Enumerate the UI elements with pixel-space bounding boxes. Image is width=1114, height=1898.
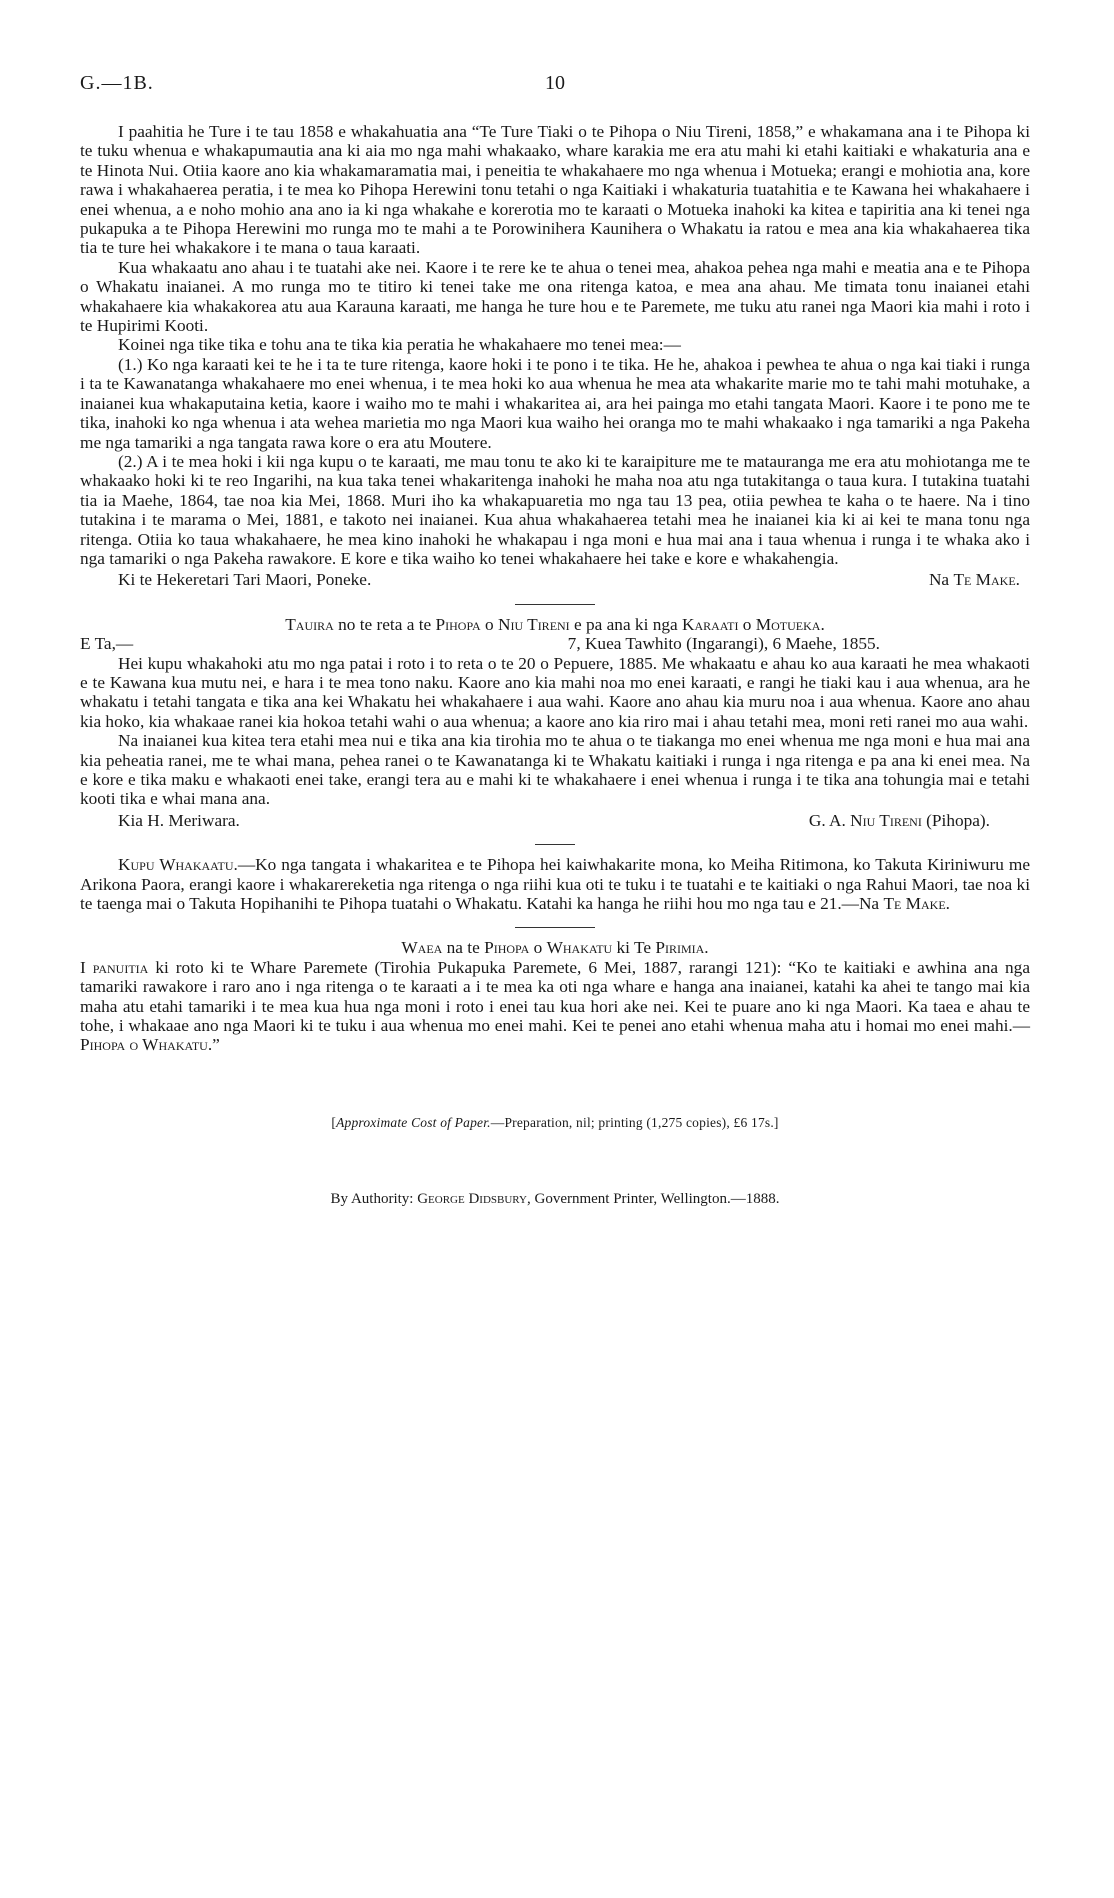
document-reference: G.—1B. — [80, 72, 154, 94]
paragraph: (1.) Ko nga karaati kei te he i ta te ture ritenga, kaore hoki i te pono i te tika. He he, ahakoa i pewhea te ahua o nga kai tiaki i runga i ta te Kawanatanga whakahaere mo enei whenua, i te mea hoki ko aua whenua he mea ata whakarite marie mo te tahi mahi motuhake, a inaianei kua whakaputaina ketia, kaore i waiho mo te mahi i whakaritea ai, ara hei painga mo etahi tangata Maori. Kaore i te pono me te tika, inahoki ko nga whenua i ata wehea marietia mo nga Maori kua waiho hei oranga mo te mahi whakaako i nga tamariki a nga Pakeha me nga tamariki a nga tangata rawa kore o era atu Moutere. — [80, 354, 1030, 452]
heading-part: Motueka — [755, 614, 821, 634]
heading-part: o — [480, 614, 498, 634]
heading-part: Pihopa — [484, 938, 530, 958]
section-divider — [515, 604, 595, 605]
heading-part: Whakatu — [546, 938, 613, 958]
signatory-name: Te Make. — [953, 570, 1020, 590]
section-divider — [535, 844, 575, 845]
signatory — [809, 811, 1030, 830]
close-quote: ” — [212, 1035, 220, 1055]
signatory-name: Niu Tireni — [850, 810, 922, 830]
telegram-text: ki roto ki te Whare Paremete (Tirohia Pukapuka Paremete, 6 Mei, 1887, rarangi 121): “Ko te kaitiaki e awhina ana nga tamariki rawakore i raro ano i nga ritenga o te karaati a i te mea ka oti nga whare e hanga ana inaianei, katahi ka ahei te tango mai kia maha atu etahi tamariki i te mea kua hua nga moni i roto i enei tau kua hori ake nei. Kei te puare ano ki nga Maori. Ka taea e ahau te tohe, i whakaae ano nga Maori ki te tuku i aua whenua mo enei mahi. Kei te penei ano etahi whenua maha atu i homai mo enei mahi.— — [80, 957, 1030, 1036]
page-header — [80, 72, 1030, 100]
addressee: Ki te Hekeretari Tari Maori, Poneke. — [118, 570, 372, 590]
signature-block — [80, 811, 1030, 830]
heading-part: Karaati — [681, 614, 739, 634]
heading-part: o — [738, 614, 756, 634]
heading-part: . — [704, 938, 709, 958]
heading-part: ki Te — [612, 938, 656, 958]
printer-imprint — [80, 1190, 1030, 1209]
cost-label: Approximate Cost of Paper. — [336, 1114, 491, 1130]
imprint-suffix: , Government Printer, Wellington.—1888. — [526, 1191, 780, 1208]
section-heading — [80, 615, 1030, 634]
telegram-signer: Pihopa o Whakatu. — [80, 1035, 213, 1055]
heading-part: Waea — [401, 938, 443, 958]
note-paragraph — [80, 855, 1030, 913]
salutation: E Ta,— — [80, 634, 134, 654]
note-label: Kupu Whakaatu. — [118, 855, 238, 875]
printer-name: George Didsbury — [417, 1191, 527, 1208]
letter-address: 7, Kuea Tawhito (Ingarangi), 6 Maehe, 1855. — [567, 634, 880, 654]
telegram-paragraph — [80, 958, 1030, 1055]
heading-part: Pihopa — [435, 614, 481, 634]
signatory — [929, 570, 1030, 589]
section-heading — [80, 938, 1030, 957]
signature-block — [80, 570, 1030, 589]
heading-part: e pa ana ki nga — [569, 614, 682, 634]
section-divider — [515, 927, 595, 928]
cost-note — [80, 1113, 1030, 1132]
heading-part: Niu Tireni — [497, 614, 570, 634]
heading-part: . — [820, 614, 825, 634]
page-number: 10 — [545, 72, 565, 94]
heading-part: Pirimia — [655, 938, 705, 958]
letter-header — [80, 634, 1030, 653]
heading-part: Tauira — [285, 614, 334, 634]
signatory-prefix: Na — [928, 570, 954, 590]
heading-part: o — [529, 938, 547, 958]
paragraph: Na inaianei kua kitea tera etahi mea nui e tika ana kia tirohia mo te ahua o te tiakanga mo enei whenua me nga moni e hua mai ana kia peheatia ranei, me te whai mana, pehea ranei o te Kawanatanga ki te Whakatu kaitiaki i runga i nga ritenga e pa ana ki enei mea. Na e kore e tika maku e whakaoti enei take, erangi tera au e mahi ki te whakahaere i enei whenua i runga i te tika ana tohungia mai e tetahi kooti tika e whai mana ana. — [80, 731, 1030, 809]
note-text: —Ko nga tangata i whakaritea e te Pihopa hei kaiwhakarite mona, ko Meiha Ritimona, ko Takuta Kiriniwuru me Arikona Paora, erangi kaore i whakarereketia nga ritenga o nga riihi kua oti te tuku i te tuatahi e te kaitiaki o nga Rahui Maori, tae noa ki te taenga mai o Takuta Hopihanihi te Pihopa tuatahi o Whakatu. Katahi ka hanga he riihi hou mo nga tau e 21.—Na — [80, 855, 1030, 914]
note-signer: Te Make. — [883, 894, 950, 914]
page-content — [80, 122, 1030, 1210]
paragraph: Hei kupu whakahoki atu mo nga patai i roto i to reta o te 20 o Pepuere, 1885. Me whakaatu e ahau ko aua karaati he mea whakaoti e te Kawana kua mutu nei, e hara i te mea tono naku. Kaore ano kia mahi noa mo enei karaati, e rangi he tiaki kau i aua whenua, ara he whakatu i tetahi tangata e tika ana kei Whakatu hei whakahaere i aua wahi. Kaore ano ahau kia muru noa i aua whenua. Kaore ano ahau kia hoko, kia whakaae ranei kia hokoa tetahi wahi o aua whenua; a kaore ano kia riro mai i ahau tetahi mea, moni reti ranei mo aua wahi. — [80, 653, 1030, 731]
paragraph: I paahitia he Ture i te tau 1858 e whakahuatia ana “Te Ture Tiaki o te Pihopa o Niu Tireni, 1858,” e whakamana ana i te Pihopa ki te tuku whenua e whakapumautia ana ki aia mo nga mahi whakaako, whare karakia me era atu mahi ki etahi kaitiaki e whakaturia ana e te Hinota Nui. Otiia kaore ano kia whakamaramatia mai, i peneitia te whakahaere mo nga whenua i Motueka; erangi e mohiotia ana, kore rawa i whakahaerea peratia, i te mea ko Pihopa Herewini tonu tetahi o nga Kaitiaki i whakaturia tuatahitia e te Kawana hei whakahaere i enei whenua, a e noho mohio ana ano ia ki nga whakahe e korerotia mo te karaati o Motueka inahoki ka kitea e tapiritia ana ki tenei nga pukapuka a te Pihopa Herewini mo runga mo te mahi a te Porowinihera Kaunihera o Whakatu ia ratou e mea ana kia whakahaerea tika tia te ture hei whakakore i te mana o taua karaati. — [80, 122, 1030, 258]
heading-part: na te — [442, 938, 485, 958]
addressee: Kia H. Meriwara. — [118, 810, 240, 830]
signatory-suffix: (Pihopa). — [921, 810, 990, 830]
heading-part: no te reta a te — [333, 614, 436, 634]
cost-text: —Preparation, nil; printing (1,275 copies), £6 17s.] — [490, 1114, 779, 1130]
paragraph: Kua whakaatu ano ahau i te tuatahi ake nei. Kaore i te rere ke te ahua o tenei mea, ahakoa pehea nga mahi e meatia ana e te Pihopa o Whakatu inaianei. A mo runga mo te titiro ki tenei take me ona ritenga katoa, e mea ana ahau. Me timata tonu inaianei etahi whakahaere kia whakakorea atu aua Karauna karaati, me hanga he ture hou e te Paremete, me tuku atu ranei nga Maori kia mahi i roto i te Hupirimi Kooti. — [80, 257, 1030, 336]
signatory-prefix: G. A. — [808, 810, 851, 830]
paragraph: (2.) A i te mea hoki i kii nga kupu o te karaati, me mau tonu te ako ki te karaipiture me te matauranga me era atu mohiotanga me te whakaako hoki ki te reo Ingarihi, na kua taka tenei whakaritenga inahoki he maha noa atu nga tutakitanga o taua kura. I tutakina tuatahi tia ia Maehe, 1864, tae noa kia Mei, 1868. Muri iho ka whakapuaretia mo nga tau 13 pea, otiia pewhea te kaha o te haere. Na i tino tutakina i te marama o Mei, 1881, e takoto nei inaianei. Kua ahua whakahaerea tetahi mea he inaianei kia ki ai kei te mana tonu nga ritenga. Otiia ko taua whakahaere, he mea kino inahoki he whakapau i nga moni e hua mai ana i taua whenua i runga i te whaka ako i nga tamariki o nga Pakeha rawakore. E kore e tika waiho ko tenei whakahaere hei take e kore e whakahengia. — [80, 451, 1030, 568]
imprint-prefix: By Authority: — [330, 1191, 418, 1208]
telegram-lead: I panuitia — [80, 957, 149, 977]
paragraph: Koinei nga tike tika e tohu ana te tika kia peratia he whakahaere mo tenei mea:— — [118, 335, 681, 355]
cost-bracket: [ — [331, 1114, 337, 1130]
